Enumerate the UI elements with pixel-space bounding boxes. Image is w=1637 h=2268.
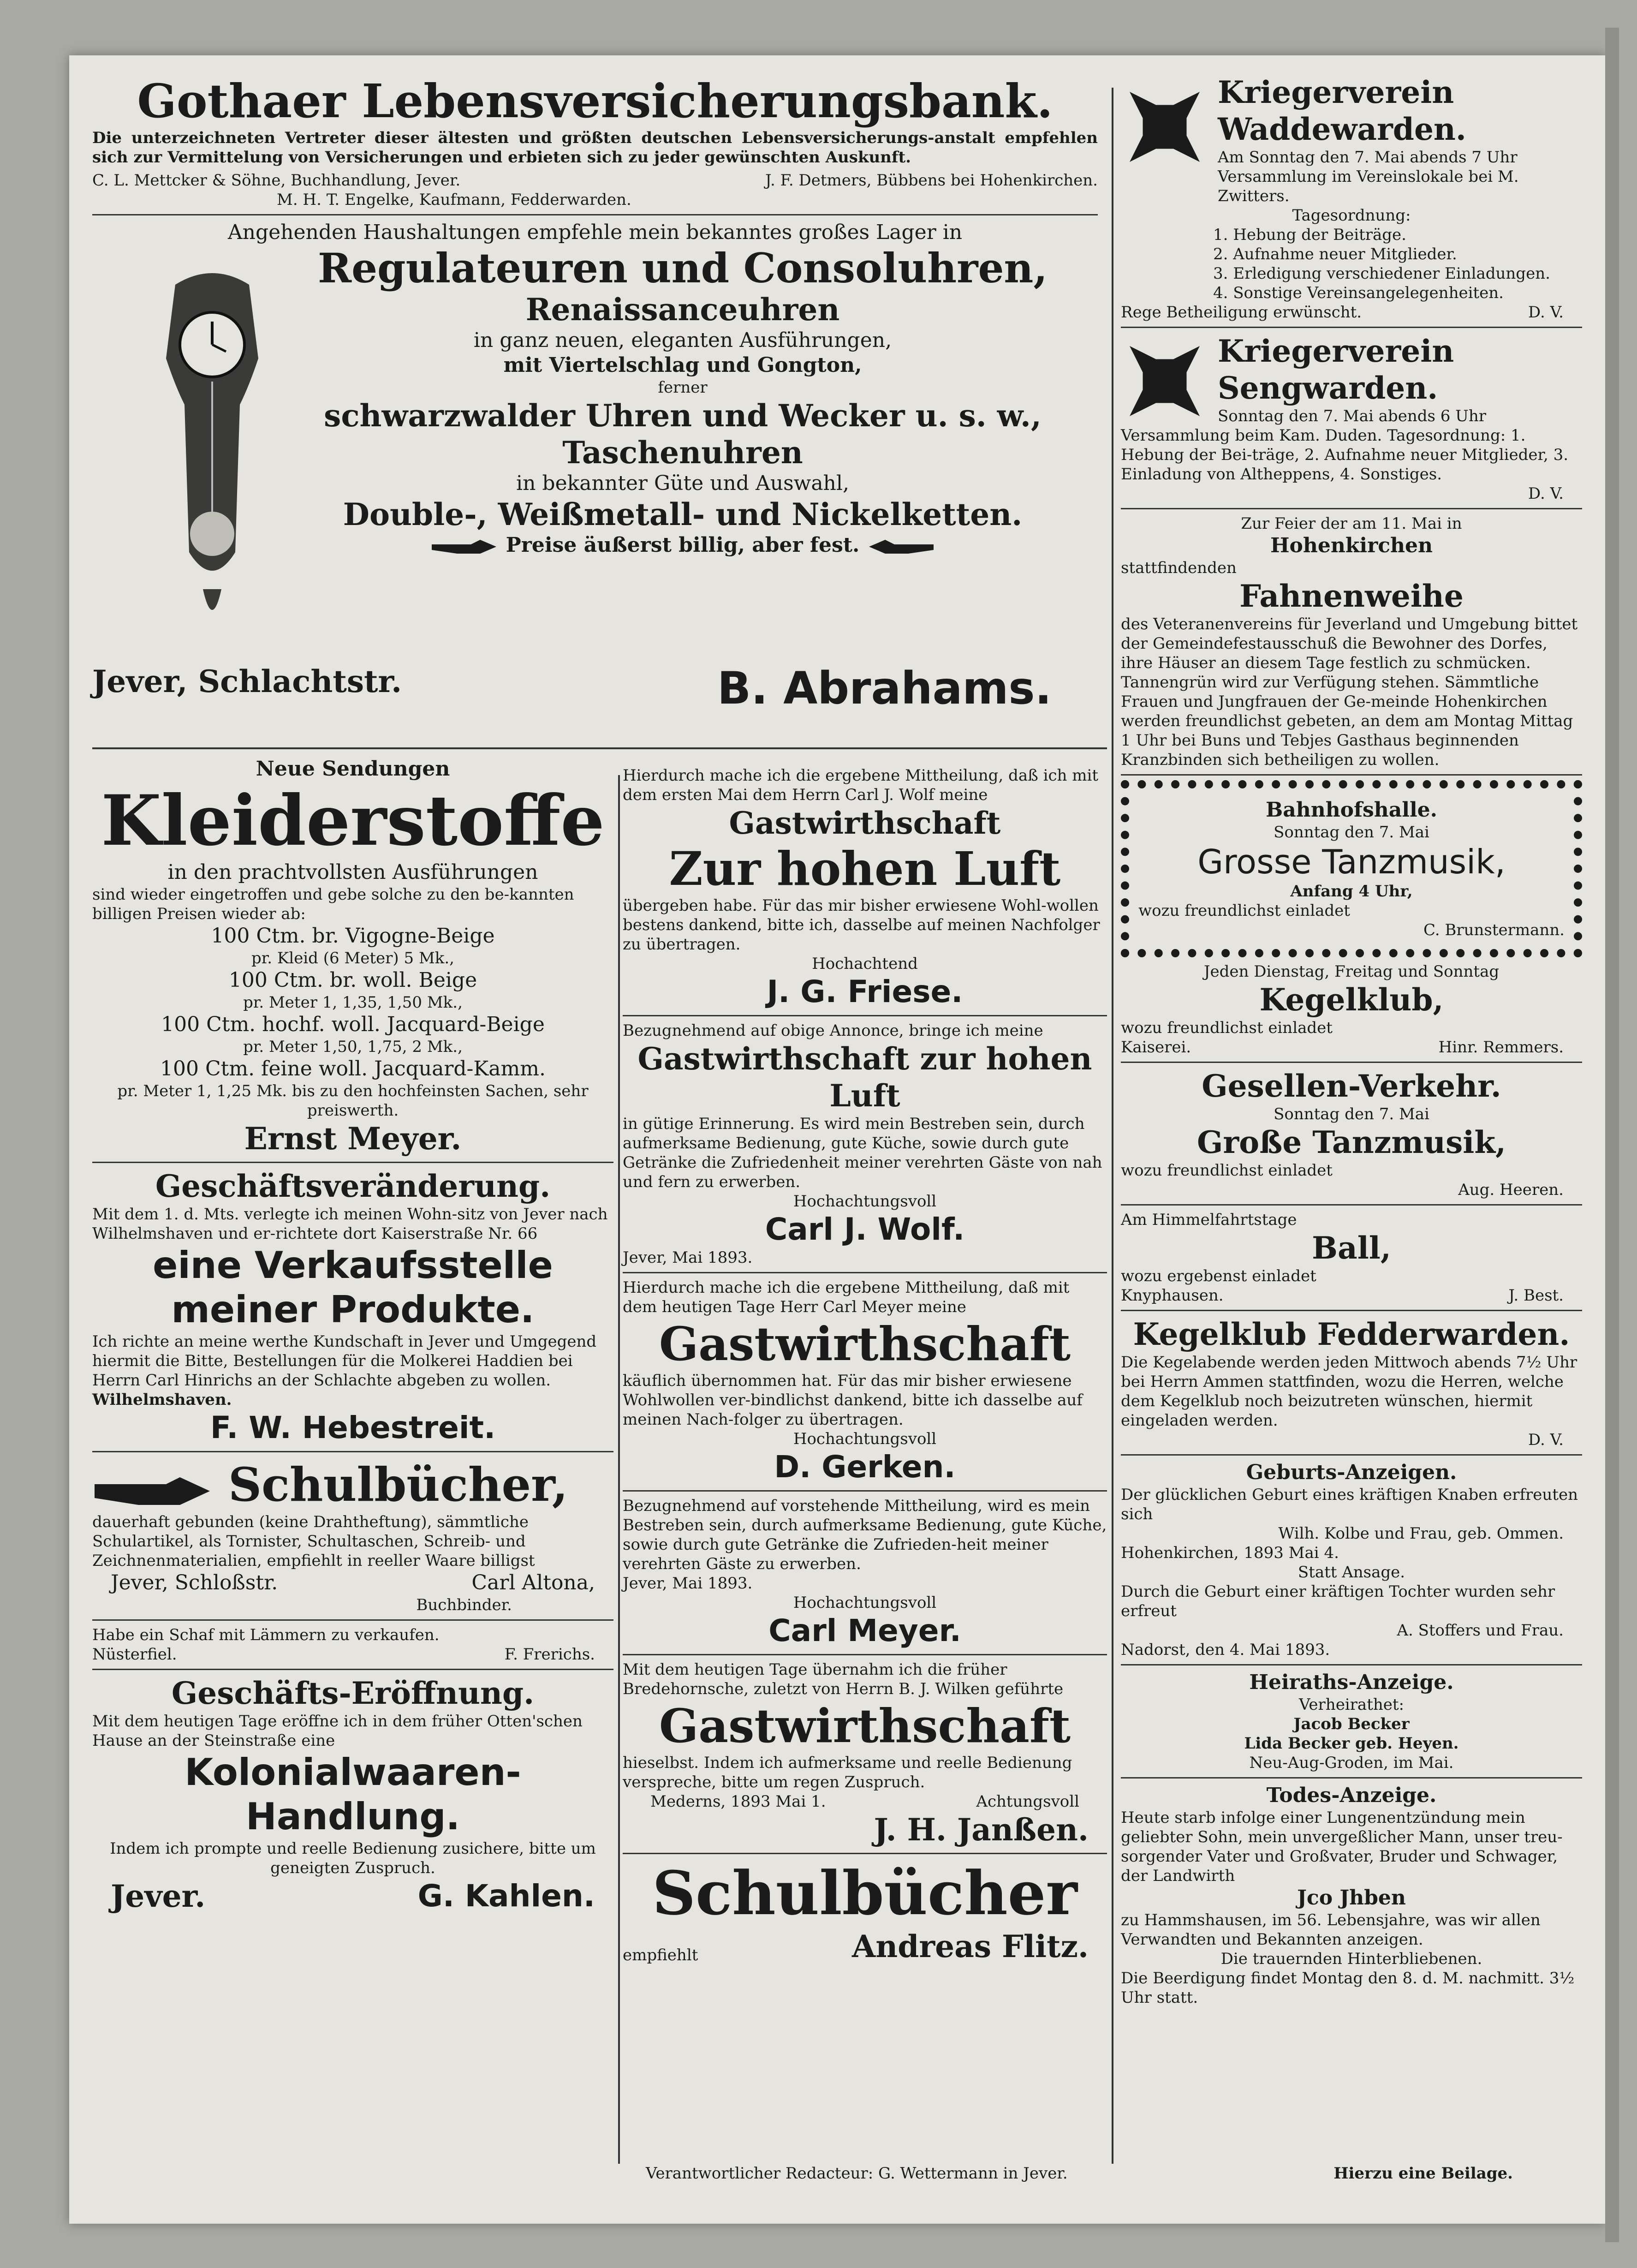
bahnhof-invite: wozu freundlichst einladet xyxy=(1138,901,1350,920)
ball-invite: wozu ergebenst einladet xyxy=(1121,1267,1316,1285)
kegel-pre: Jeden Dienstag, Freitag und Sonntag xyxy=(1203,962,1500,981)
abrahams-prices xyxy=(268,533,1098,558)
divider xyxy=(92,747,1107,749)
ad-sengwarden xyxy=(1121,333,1582,503)
page-edge xyxy=(1605,28,1619,2242)
pointing-hand-icon xyxy=(867,535,936,558)
divider xyxy=(1121,1777,1582,1779)
kahlen-big1: Kolonialwaaren- xyxy=(185,1751,521,1794)
janssen-text1: Mit dem heutigen Tage übernahm ich die früher Bredehornsche, zuletzt von Herrn B. J. Wilken geführte xyxy=(623,1660,1064,1698)
tod-text2: zu Hammshausen, im 56. Lebensjahre, was wir allen Verwandten und Bekannten anzeigen. xyxy=(1121,1911,1541,1949)
bahnhof-name: C. Brunstermann. xyxy=(1423,921,1565,939)
waddewarden-item: 2. Aufnahme neuer Mitglieder. xyxy=(1213,245,1457,263)
hebestreit-text2: Ich richte an meine werthe Kundschaft in Jever und Umgegend hiermit die Bitte, Bestellungen für die Molkerei Haddien bei Herrn Carl Hinrichs an der Schlachte abgeben zu wollen. xyxy=(92,1332,597,1390)
top-left-section xyxy=(92,74,1098,714)
altona-title: Schulbücher, xyxy=(228,1457,568,1512)
abrahams-line3: in ganz neuen, eleganten Ausführungen, xyxy=(473,328,892,352)
column-divider-right xyxy=(1112,88,1113,2164)
ad-ball xyxy=(1121,1210,1582,1305)
column-divider-middle xyxy=(618,775,620,2164)
meyer-l10: pr. Meter 1, 1,25 Mk. bis zu den hochfeinsten Sachen, sehr preiswerth. xyxy=(117,1082,589,1120)
meyer-l5: 100 Ctm. br. woll. Beige xyxy=(228,968,477,992)
geburt-names2: A. Stoffers und Frau. xyxy=(1397,1621,1564,1640)
heirat-title: Heiraths-Anzeige. xyxy=(1249,1671,1454,1694)
friese-greet: Hochachtend xyxy=(812,955,918,973)
heirat-l4: Neu-Aug-Groden, im Mai. xyxy=(1249,1754,1454,1772)
flitz-name: Andreas Flitz. xyxy=(852,1928,1089,1964)
abrahams-line8: in bekannter Güte und Auswahl, xyxy=(516,472,849,495)
hebestreit-big2: meiner Produkte. xyxy=(171,1288,535,1331)
janssen-text2: hieselbst. Indem ich aufmerksame und reelle Bedienung verspreche, bitte um regen Zuspruch. xyxy=(623,1754,1072,1791)
gerken-name: D. Gerken. xyxy=(774,1449,956,1485)
abrahams-intro: Angehenden Haushaltungen empfehle mein bekanntes großes Lager in xyxy=(227,221,963,244)
gesellen-invite: wozu freundlichst einladet xyxy=(1121,1161,1333,1180)
fahnen-text: des Veteranenvereins für Jeverland und Umgebung bittet der Gemeindefestausschuß die Bewohner des Dorfes, ihre Häuser an diesem Tage festlich zu schmücken. Tannengrün wird zur Verfügung stehen. Sämmtliche Frauen und Jungfrauen der Ge-meinde Hohenkirchen werden freundlichst gebeten, an dem am Montag Mittag 1 Uhr bei Buns und Tebjes Gasthaus beginnenden Kranzbinden sich betheiligen zu wollen. xyxy=(1121,615,1578,769)
waddewarden-item: 1. Hebung der Beiträge. xyxy=(1213,226,1406,244)
sengwarden-sig: D. V. xyxy=(1528,484,1564,503)
heirat-l3: Lida Becker geb. Heyen. xyxy=(1244,1734,1459,1753)
ad-gothaer xyxy=(92,74,1098,209)
ball-place: Knyphausen. xyxy=(1121,1286,1224,1305)
waddewarden-text: Am Sonntag den 7. Mai abends 7 Uhr Versammlung im Vereinslokale bei M. Zwitters. xyxy=(1218,148,1519,205)
ad-meyer xyxy=(92,757,613,1157)
footer-beilage: Hierzu eine Beilage. xyxy=(1333,2164,1513,2183)
bahnhof-title: Bahnhofshalle. xyxy=(1266,798,1437,822)
ball-name: J. Best. xyxy=(1508,1286,1564,1305)
gothaer-text: Die unterzeichneten Vertreter dieser ältesten und größten deutschen Lebensversicherungs-anstalt empfehlen sich zur Vermittelung von Versicherungen und erbieten sich zu jeder gewünschten Auskunft. xyxy=(92,129,1098,167)
abrahams-line5: ferner xyxy=(658,378,708,397)
wolf-text1: Bezugnehmend auf obige Annonce, bringe ich meine xyxy=(623,1021,1043,1040)
ad-kahlen xyxy=(92,1675,613,1915)
gerken-text2: käuflich übernommen hat. Für das mir bisher erwiesene Wohlwollen ver-bindlichst dankend, bitte ich dasselbe auf meinen Nach-folger zu übertragen. xyxy=(623,1372,1083,1429)
flitz-pre: empfiehlt xyxy=(623,1946,698,1964)
iron-cross-icon xyxy=(1121,337,1208,427)
divider xyxy=(623,1853,1107,1854)
meyer-l1: in den prachtvollsten Ausführungen xyxy=(167,860,538,884)
ad-gerken xyxy=(623,1278,1107,1486)
geburt-title: Geburts-Anzeigen. xyxy=(1246,1461,1457,1484)
ad-bahnhofshalle xyxy=(1121,780,1582,957)
divider xyxy=(1121,508,1582,509)
divider xyxy=(1121,1664,1582,1665)
hebestreit-text1: Mit dem 1. d. Mts. verlegte ich meinen Wohn-sitz von Jever nach Wilhelmshaven und er-richtete dort Kaiserstraße Nr. 66 xyxy=(92,1205,608,1243)
geburt-names1: Wilh. Kolbe und Frau, geb. Ommen. xyxy=(1278,1524,1564,1543)
cmeyer-text: Bezugnehmend auf vorstehende Mittheilung, wird es mein Bestreben sein, durch aufmerksame Bedienung, gute Küche, sowie durch gute Getränke die Zufrieden-heit meiner verehrten Gäste zu erwerben. xyxy=(623,1497,1107,1573)
column-left xyxy=(92,757,613,1915)
gerken-greet: Hochachtungsvoll xyxy=(793,1430,937,1448)
ad-cmeyer xyxy=(623,1496,1107,1649)
waddewarden-item: 4. Sonstige Vereinsangelegenheiten. xyxy=(1213,284,1504,302)
gesellen-title: Gesellen-Verkehr. xyxy=(1202,1068,1501,1104)
tod-text1: Heute starb infolge einer Lungenentzündung mein geliebter Sohn, mein unvergeßlicher Mann, unser treu-sorgender Vater und Großvater, Bruder und Schwager, der Landwirth xyxy=(1121,1808,1563,1885)
ad-gesellen xyxy=(1121,1068,1582,1200)
meyer-l9: 100 Ctm. feine woll. Jacquard-Kamm. xyxy=(160,1057,546,1080)
gothaer-rep1: C. L. Mettcker & Söhne, Buchhandlung, Jever. xyxy=(92,171,461,190)
iron-cross-icon xyxy=(1121,83,1208,173)
meyer-l3: 100 Ctm. br. Vigogne-Beige xyxy=(211,924,495,948)
abrahams-line7: Taschenuhren xyxy=(562,435,803,471)
ad-geburt xyxy=(1121,1460,1582,1659)
gothaer-title: Gothaer Lebensversicherungsbank. xyxy=(137,74,1053,128)
gerken-title: Gastwirthschaft xyxy=(659,1317,1071,1371)
abrahams-prices-text: Preise äußerst billig, aber fest. xyxy=(506,533,860,557)
ad-abrahams xyxy=(92,220,1098,714)
geburt-date1: Hohenkirchen, 1893 Mai 4. xyxy=(1121,1544,1339,1562)
pointing-hand-icon xyxy=(429,535,499,558)
tod-title: Todes-Anzeige. xyxy=(1266,1784,1437,1807)
fedder-sig: D. V. xyxy=(1528,1431,1564,1449)
ad-friese xyxy=(623,766,1107,1010)
kahlen-title: Geschäfts-Eröffnung. xyxy=(171,1675,535,1711)
geburt-text1: Der glücklichen Geburt eines kräftigen Knaben erfreuten sich xyxy=(1121,1486,1578,1523)
fahnen-l3: stattfindenden xyxy=(1121,559,1237,577)
divider xyxy=(623,1654,1107,1655)
divider xyxy=(1121,1454,1582,1456)
column-middle xyxy=(623,766,1107,1965)
ad-altona xyxy=(92,1457,613,1615)
ad-heirat xyxy=(1121,1670,1582,1773)
kegel-place: Kaiserei. xyxy=(1121,1038,1191,1056)
bahnhof-date: Sonntag den 7. Mai xyxy=(1274,823,1429,842)
friese-text1: Hierdurch mache ich die ergebene Mittheilung, daß ich mit dem ersten Mai dem Herrn Carl J. Wolf meine xyxy=(623,766,1099,804)
wolf-greet: Hochachtungsvoll xyxy=(793,1192,937,1211)
divider xyxy=(1121,1204,1582,1206)
ball-pre: Am Himmelfahrtstage xyxy=(1121,1211,1297,1229)
abrahams-place: Jever, Schlachtstr. xyxy=(92,663,402,699)
frerichs-text: Habe ein Schaf mit Lämmern zu verkaufen. xyxy=(92,1626,440,1644)
friese-text2: übergeben habe. Für das mir bisher erwiesene Wohl-wollen bestens dankend, bitte ich, dasselbe auf meinen Nachfolger zu übertragen. xyxy=(623,896,1100,954)
gerken-text1: Hierdurch mache ich die ergebene Mittheilung, daß mit dem heutigen Tage Herr Carl Meyer meine xyxy=(623,1278,1070,1316)
altona-name: Carl Altona, xyxy=(471,1571,595,1594)
wolf-text2: in gütige Erinnerung. Es wird mein Bestreben sein, durch aufmerksame Bedienung, gute Küche, sowie durch gute Getränke die Zufriedenheit meiner verehrten Gäste von nah und fern zu erwerben. xyxy=(623,1115,1102,1191)
meyer-intro: Neue Sendungen xyxy=(256,757,450,781)
abrahams-line1: Regulateuren und Consoluhren, xyxy=(317,244,1048,292)
fahnen-l1: Zur Feier der am 11. Mai in xyxy=(1241,514,1462,533)
kegel-name: Hinr. Remmers. xyxy=(1438,1038,1564,1056)
hebestreit-name: F. W. Hebestreit. xyxy=(210,1410,496,1445)
divider xyxy=(92,1162,613,1163)
ad-janssen xyxy=(623,1660,1107,1848)
ad-frerichs xyxy=(92,1625,613,1664)
ad-flitz xyxy=(623,1859,1107,1965)
fedder-title: Kegelklub Fedderwarden. xyxy=(1133,1316,1570,1352)
meyer-title: Kleiderstoffe xyxy=(101,780,605,861)
gesellen-big: Große Tanzmusik, xyxy=(1196,1124,1506,1160)
hebestreit-place: Wilhelmshaven. xyxy=(92,1391,232,1409)
kahlen-text: Mit dem heutigen Tage eröffne ich in dem früher Otten'schen Hause an der Steinstraße eine xyxy=(92,1712,583,1750)
abrahams-line6: schwarzwalder Uhren und Wecker u. s. w., xyxy=(324,398,1042,434)
hebestreit-title: Geschäftsveränderung. xyxy=(155,1168,551,1204)
wolf-date: Jever, Mai 1893. xyxy=(623,1248,753,1267)
divider xyxy=(1121,774,1582,776)
janssen-name: J. H. Janßen. xyxy=(874,1812,1089,1848)
janssen-date: Mederns, 1893 Mai 1. xyxy=(650,1792,826,1811)
ad-wolf xyxy=(623,1021,1107,1267)
divider xyxy=(92,1619,613,1621)
heirat-l1: Verheirathet: xyxy=(1298,1695,1405,1714)
ad-fedderwarden xyxy=(1121,1316,1582,1450)
abrahams-line2: Renaissanceuhren xyxy=(525,292,840,328)
meyer-l6: pr. Meter 1, 1,35, 1,50 Mk., xyxy=(243,993,463,1012)
meyer-l4: pr. Kleid (6 Meter) 5 Mk., xyxy=(251,949,454,967)
page-footer xyxy=(92,2164,1582,2183)
kahlen-big2: Handlung. xyxy=(245,1795,460,1838)
cmeyer-name: Carl Meyer. xyxy=(768,1613,961,1648)
cmeyer-date: Jever, Mai 1893. xyxy=(623,1574,753,1593)
janssen-greet: Achtungsvoll xyxy=(976,1792,1079,1811)
frerichs-place: Nüsterfiel. xyxy=(92,1645,177,1664)
kahlen-name: G. Kahlen. xyxy=(417,1878,595,1914)
altona-text: dauerhaft gebunden (keine Drahtheftung), sämmtliche Schulartikel, als Tornister, Schultaschen, Schreib- und Zeichnenmaterialien, empfiehlt in reeller Waare billigst xyxy=(92,1513,535,1570)
wolf-title: Gastwirthschaft zur hohen Luft xyxy=(637,1041,1092,1114)
divider xyxy=(1121,1310,1582,1311)
divider xyxy=(92,214,1098,215)
fahnen-l2: Hohenkirchen xyxy=(1270,534,1433,557)
wolf-name: Carl J. Wolf. xyxy=(765,1212,965,1247)
gesellen-name: Aug. Heeren. xyxy=(1458,1181,1564,1199)
gothaer-rep2: J. F. Detmers, Bübbens bei Hohenkirchen. xyxy=(765,171,1098,190)
friese-name: J. G. Friese. xyxy=(767,974,963,1009)
divider xyxy=(623,1490,1107,1492)
divider xyxy=(1121,327,1582,328)
heirat-l2: Jacob Becker xyxy=(1293,1715,1410,1733)
wall-clock-illustration xyxy=(157,266,268,635)
waddewarden-sig: D. V. xyxy=(1528,303,1564,322)
kegel-invite: wozu freundlichst einladet xyxy=(1121,1019,1333,1037)
ad-waddewarden xyxy=(1121,74,1582,322)
ad-hebestreit xyxy=(92,1168,613,1446)
meyer-l7: 100 Ctm. hochf. woll. Jacquard-Beige xyxy=(161,1013,545,1036)
waddewarden-agenda-title: Tagesordnung: xyxy=(1292,206,1411,225)
waddewarden-foot: Rege Betheiligung erwünscht. xyxy=(1121,303,1362,322)
cmeyer-greet: Hochachtungsvoll xyxy=(793,1594,937,1612)
frerichs-name: F. Frerichs. xyxy=(504,1645,595,1664)
abrahams-line9: Double-, Weißmetall- und Nickelketten. xyxy=(343,496,1023,532)
fahnen-title: Fahnenweihe xyxy=(1239,578,1464,614)
geburt-date2: Nadorst, den 4. Mai 1893. xyxy=(1121,1641,1330,1659)
altona-place: Jever, Schloßstr. xyxy=(111,1571,278,1594)
abrahams-line4: mit Viertelschlag und Gongton, xyxy=(503,353,862,377)
meyer-name: Ernst Meyer. xyxy=(244,1121,462,1157)
column-right xyxy=(1121,74,1582,2007)
pointing-hand-icon xyxy=(92,1468,212,1510)
ball-title: Ball, xyxy=(1312,1230,1391,1266)
waddewarden-item: 3. Erledigung verschiedener Einladungen. xyxy=(1213,264,1550,283)
kahlen-place: Jever. xyxy=(111,1878,206,1914)
geburt-text2: Durch die Geburt einer kräftigen Tochter wurden sehr erfreut xyxy=(1121,1582,1555,1620)
gesellen-date: Sonntag den 7. Mai xyxy=(1274,1105,1429,1123)
tod-name: Jco Jhben xyxy=(1297,1886,1406,1910)
footer-editor: Verantwortlicher Redacteur: G. Wettermann in Jever. xyxy=(646,2164,1068,2183)
bahnhof-start: Anfang 4 Uhr, xyxy=(1290,882,1413,901)
hebestreit-big1: eine Verkaufsstelle xyxy=(153,1244,553,1287)
kahlen-text2: Indem ich prompte und reelle Bedienung zusichere, bitte um geneigten Zuspruch. xyxy=(110,1839,596,1877)
geburt-statt: Statt Ansage. xyxy=(1298,1563,1405,1582)
meyer-l2: sind wieder eingetroffen und gebe solche zu den be-kannten billigen Preisen wieder ab: xyxy=(92,885,574,923)
divider xyxy=(623,1272,1107,1273)
abrahams-name: B. Abrahams. xyxy=(717,662,1052,714)
kegel-title: Kegelklub, xyxy=(1259,982,1444,1018)
ad-tod xyxy=(1121,1783,1582,2007)
meyer-l8: pr. Meter 1,50, 1,75, 2 Mk., xyxy=(243,1038,463,1056)
tod-funeral: Die Beerdigung findet Montag den 8. d. M. nachmitt. 3½ Uhr statt. xyxy=(1121,1969,1575,2007)
divider xyxy=(1121,1062,1582,1063)
tod-mourners: Die trauernden Hinterbliebenen. xyxy=(1220,1950,1482,1968)
gothaer-rep3: M. H. T. Engelke, Kaufmann, Fedderwarden. xyxy=(277,191,631,209)
fedder-text: Die Kegelabende werden jeden Mittwoch abends 7½ Uhr bei Herrn Ammen stattfinden, wozu die Herren, welche dem Kegelklub noch beizutreten wünschen, hiermit eingeladen werden. xyxy=(1121,1353,1577,1430)
flitz-title: Schulbücher xyxy=(652,1858,1077,1928)
divider xyxy=(92,1451,613,1452)
divider xyxy=(623,1015,1107,1016)
friese-title2: Zur hohen Luft xyxy=(669,842,1061,896)
janssen-title: Gastwirthschaft xyxy=(659,1699,1071,1753)
ad-fahnenweihe xyxy=(1121,514,1582,770)
sengwarden-title: Kriegerverein Sengwarden. xyxy=(1218,333,1454,406)
altona-role: Buchbinder. xyxy=(416,1596,512,1614)
divider xyxy=(92,1669,613,1670)
friese-title1: Gastwirthschaft xyxy=(729,805,1001,841)
bahnhof-big: Grosse Tanzmusik, xyxy=(1197,842,1506,881)
sengwarden-text: Sonntag den 7. Mai abends 6 Uhr Versammlung beim Kam. Duden. Tagesordnung: 1. Hebung der Bei-träge, 2. Aufnahme neuer Mitglieder, 3. Einladung von Altheppens, 4. Sonstiges. xyxy=(1121,407,1569,483)
ad-kegelklub xyxy=(1121,962,1582,1057)
waddewarden-title: Kriegerverein Waddewarden. xyxy=(1218,74,1466,147)
